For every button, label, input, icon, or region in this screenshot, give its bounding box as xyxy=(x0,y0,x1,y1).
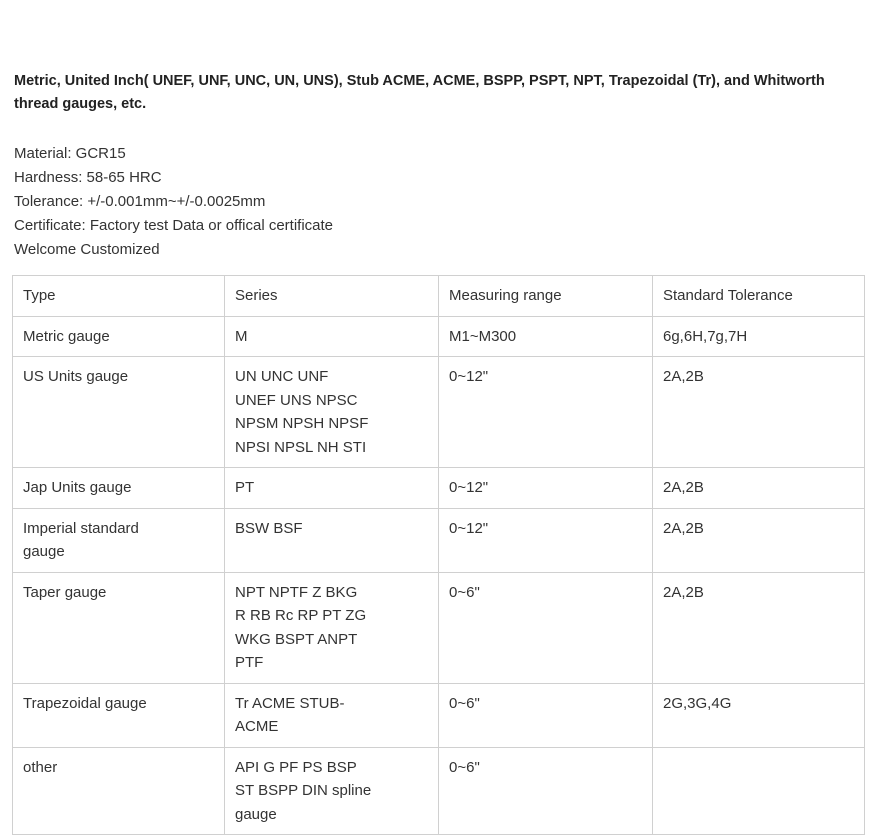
cell-tolerance xyxy=(653,747,865,835)
cell-tolerance: 6g,6H,7g,7H xyxy=(653,316,865,357)
cell-type: Taper gauge xyxy=(13,572,225,683)
page-heading: Metric, United Inch( UNEF, UNF, UNC, UN, UNS), Stub ACME, ACME, BSPP, PSPT, NPT, Trapezoidal (Tr), and Whitworth thread gauges, etc. xyxy=(14,73,825,112)
spec-list xyxy=(14,142,333,262)
header-measuring-range: Measuring range xyxy=(439,276,653,317)
table-row xyxy=(13,747,865,835)
cell-tolerance: 2A,2B xyxy=(653,572,865,683)
cell-series: API G PF PS BSP ST BSPP DIN spline gauge xyxy=(225,747,439,835)
spec-customized: Welcome Customized xyxy=(14,241,160,258)
cell-series: Tr ACME STUB- ACME xyxy=(225,683,439,747)
cell-range: 0~6" xyxy=(439,572,653,683)
table-row xyxy=(13,508,865,572)
cell-type: Metric gauge xyxy=(13,316,225,357)
header-standard-tolerance: Standard Tolerance xyxy=(653,276,865,317)
cell-range: 0~6" xyxy=(439,747,653,835)
cell-tolerance: 2A,2B xyxy=(653,468,865,509)
cell-series: BSW BSF xyxy=(225,508,439,572)
table-row xyxy=(13,357,865,468)
cell-type: Imperial standard gauge xyxy=(13,508,225,572)
spec-material: Material: GCR15 xyxy=(14,145,126,162)
cell-range: 0~12" xyxy=(439,508,653,572)
table-row xyxy=(13,316,865,357)
cell-series: UN UNC UNF UNEF UNS NPSC NPSM NPSH NPSF NPSI NPSL NH STI xyxy=(225,357,439,468)
cell-series: PT xyxy=(225,468,439,509)
gauge-table xyxy=(12,275,865,835)
cell-type: other xyxy=(13,747,225,835)
cell-range: 0~12" xyxy=(439,357,653,468)
cell-series: M xyxy=(225,316,439,357)
cell-type: Trapezoidal gauge xyxy=(13,683,225,747)
cell-tolerance: 2G,3G,4G xyxy=(653,683,865,747)
table-header-row xyxy=(13,276,865,317)
cell-range: 0~6" xyxy=(439,683,653,747)
cell-series: NPT NPTF Z BKG R RB Rc RP PT ZG WKG BSPT ANPT PTF xyxy=(225,572,439,683)
spec-hardness: Hardness: 58-65 HRC xyxy=(14,169,162,186)
cell-type: US Units gauge xyxy=(13,357,225,468)
header-type: Type xyxy=(13,276,225,317)
cell-range: M1~M300 xyxy=(439,316,653,357)
spec-certificate: Certificate: Factory test Data or offical certificate xyxy=(14,217,334,234)
cell-tolerance: 2A,2B xyxy=(653,508,865,572)
cell-range: 0~12" xyxy=(439,468,653,509)
header-series: Series xyxy=(225,276,439,317)
cell-tolerance: 2A,2B xyxy=(653,357,865,468)
table-row xyxy=(13,468,865,509)
spec-tolerance: Tolerance: +/-0.001mm~+/-0.0025mm xyxy=(14,193,266,210)
table-row xyxy=(13,683,865,747)
table-row xyxy=(13,572,865,683)
cell-type: Jap Units gauge xyxy=(13,468,225,509)
